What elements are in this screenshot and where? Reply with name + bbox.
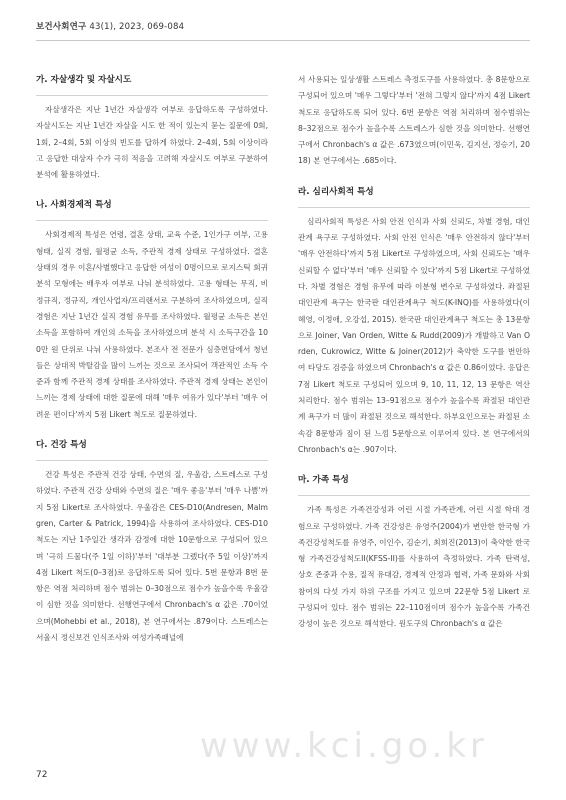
paragraph-stress-continued: 서 사용되는 일상생활 스트레스 측정도구를 사용하였다. 총 8문항으로 구성되어 있으며 '매우 그렇다'부터 '전혀 그렇지 않다'까지 4점 Likert 척도로 응답하도록 되어 있다. 6번 문항은 역점 처리하며 점수범위는 8–32점으로 점수가 높을수록 스트레스가 심한 것을 의미한다. 선행연구에서 Chronbach's α 값은 .673였으며(이민욱, 김지선, 정승기, 2018) 본 연구에서는 .685이다. — [298, 75, 530, 166]
paragraph-suicide: 자살생각은 지난 1년간 자살생각 여부로 응답하도록 구성하였다. 자살시도는 지난 1년간 자살을 시도 한 적이 있는지 묻는 질문에 0회, 1회, 2–4회, 5회 이상의 빈도를 답하게 하였다. 2–4회, 5회 이상이라고 응답한 대상자 수가 극히 적음을 고려해 자살시도 여부로 구분하여 분석에 활용하였다. — [36, 105, 268, 180]
paragraph-socioeconomic: 사회경제적 특성은 연령, 결혼 상태, 교육 수준, 1인가구 여부, 고용 형태, 실직 경험, 월평균 소득, 주관적 경제 상태로 구성하였다. 결혼 상태의 경우 이혼/사별했다고 응답한 여성이 0명이므로 로지스틱 회귀분석 모형에는 배우자 여부로 나눠 분석하였다. 고용 형태는 무직, 비정규직, 정규직, 개인사업자/프리랜서로 구분하여 조사하였으며, 실직 경험은 지난 1년간 실직 경험 유무를 조사하였다. 월평균 소득은 본인 소득을 포함하여 개인의 소득을 조사하였으며 분석 시 소득구간을 100만 원 단위로 나눠 사용하였다. 본조사 전 전문가 심층면담에서 청년들은 상대적 박탈감을 많이 느끼는 것으로 조사되어 객관적인 소득 수준과 함께 주관적 경제 상태를 조사하였다. 주관적 경제 상태는 본인이 느끼는 경제 상태에 대한 질문에 대해 '매우 여유가 있다'부터 '매우 어려운 편이다'까지 5점 Likert 척도로 질문하였다. — [36, 230, 268, 419]
left-column — [36, 72, 268, 662]
journal-name: 보건사회연구 — [36, 22, 87, 32]
section-heading-ga: 가. 자살생각 및 자살시도 — [36, 72, 268, 96]
paragraph-family: 가족 특성은 가족건강성과 어린 시절 가족관계, 어린 시절 학대 경험으로 구성하였다. 가족 건강성은 유영주(2004)가 변안한 한국형 가족건강성척도를 유영주, 이인수, 김순기, 최희진(2013)이 축약한 한국형 가족건강성척도II(KFSS-II)를 사용하여 측정하였다. 가족 탄력성, 상호 존중과 수용, 질적 유대감, 경제적 안정과 협력, 가족 문화와 사회 참여의 다섯 가지 하위 구조를 가지고 있으며 22문항 5점 Likert 로 구성되어 있다. 점수 범위는 22–110점이며 점수가 높을수록 가족건강성이 높은 것으로 해석한다. 원도구의 Chronbach's α 값은 — [298, 505, 530, 629]
page-number: 72 — [36, 770, 48, 780]
section-heading-da: 다. 건강 특성 — [36, 437, 268, 461]
paragraph-health: 건강 특성은 주관적 건강 상태, 수면의 질, 우울감, 스트레스로 구성하였다. 주관적 건강 상태와 수면의 질은 '매우 좋음'부터 '매우 나쁨'까지 5점 Likert로 조사하였다. 우울감은 CES-D10(Andresen, Malmgren, Carter & Patrick, 1994)을 사용하여 조사하였다. CES-D10 척도는 지난 1주일간 생각과 감정에 대한 10문항으로 구성되어 있으며 '극히 드물다(주 1일 이하)'부터 '대부분 그렜다(주 5일 이상)'까지 4점 Likert 척도(0–3점)로 응답하도록 되어 있다. 5번 문항과 8번 문항은 역점 처리하며 점수 범위는 0–30점으로 점수가 높을수록 우울감이 심한 것을 의미한다. 선행연구에서 Chronbach's α 값은 .70이었으며(Mohebbi et al., 2018), 본 연구에서는 .879이다. 스트레스는 서울시 정신보건 인식조사와 여성가족패널에 — [36, 470, 268, 643]
section-heading-ma: 마. 가족 특성 — [298, 472, 530, 496]
watermark: www.kci.go.kr — [200, 726, 489, 766]
running-header — [36, 20, 184, 32]
section-heading-na: 나. 사회경제적 특성 — [36, 197, 268, 221]
section-heading-ra: 라. 심리사회적 특성 — [298, 184, 530, 208]
header-divider — [36, 40, 530, 41]
paragraph-psychosocial: 심리사회적 특성은 사회 안전 인식과 사회 신뢰도, 차별 경험, 대인관계 욕구로 구성하였다. 사회 안전 인식은 '매우 안전하지 않다'부터 '매우 안전하다'까지 5점 Likert로 구성하였으며, 사회 신뢰도는 '매우 신뢰할 수 없다'부터 '매우 신뢰할 수 있다'까지 5점 Likert로 구성하였다. 차별 경험은 경험 유무에 따라 이분형 변수로 구성하였다. 좌절된 대인관계 욕구는 한국판 대인관계욕구 척도(K-INQ)를 사용하였다(이혜영, 이정애, 오강섭, 2015). 한국판 대인관계욕구 척도는 총 13문항으로 Joiner, Van Orden, Witte & Rudd(2009)가 개발하고 Van Orden, Cukrowicz, Witte & Joiner(2012)가 축약한 도구를 번안하여 타당도 검증을 하였으며 Chronbach's α 값은 0.86이었다. 응답은 7점 Likert 척도로 구성되어 있으며 9, 10, 11, 12, 13 문항은 역산 처리한다. 점수 범위는 13–91점으로 점수가 높을수록 좌절된 대인관계 욕구가 더 많이 좌절된 것으로 해석한다. 하부요인으로는 좌절된 소속감 8문항과 짐이 된 느낌 5문항으로 이루어져 있다. 본 연구에서의 Chronbach's α는 .907이다. — [298, 216, 530, 454]
journal-citation: 43(1), 2023, 069-084 — [89, 22, 185, 32]
right-column — [298, 72, 530, 649]
